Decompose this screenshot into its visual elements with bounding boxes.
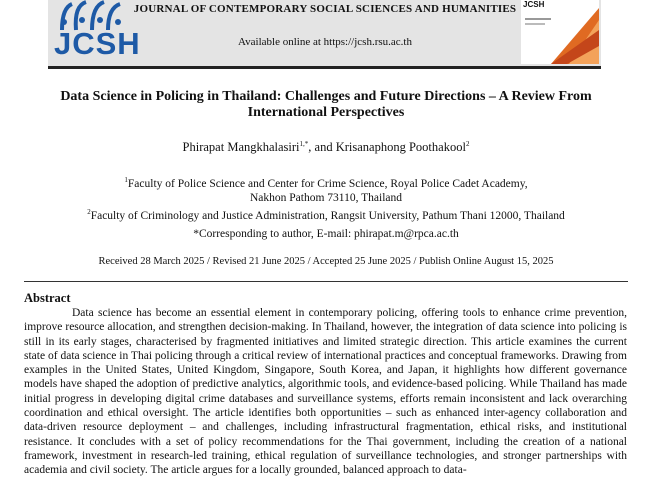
journal-banner [48,0,601,69]
author-joiner: , and [308,140,336,155]
author-list [24,140,628,155]
affiliation-2 [24,205,628,223]
affiliation-line: Faculty of Police Science and Center for Crime Science, Royal Police Cadet Academy, [127,177,528,190]
cover-title: JCSH [523,0,545,9]
author-superscript: 1,* [299,140,309,148]
affiliation-1 [24,173,628,191]
journal-name: JOURNAL OF CONTEMPORARY SOCIAL SCIENCES AND HUMANITIES [133,3,517,15]
affiliation-line: Faculty of Criminology and Justice Administration, Rangsit University, Pathum Thani 12000, Thailand [90,209,565,222]
journal-cover-thumbnail [521,0,599,64]
author-name: Krisanaphong Poothakool [335,140,466,155]
publication-dates: Received 28 March 2025 / Revised 21 June 2025 / Accepted 25 June 2025 / Publish Online August 15, 2025 [98,256,554,267]
cover-art-icon [521,0,599,64]
available-online: Available online at https://jcsh.rsu.ac.th [238,36,412,48]
logo-text: JCSH [54,26,141,61]
abstract-text: Data science has become an essential element in contemporary policing, offering tools to enhance crime prevention, improve resource allocation, and strengthen decision-making. In Thailand, however, the integration of data science into policing is still in its early stages, characterised by fragmented initiatives and limited strategic direction. This article examines the current state of data science in Thai policing through a critical review of international practices and conceptual frameworks. Drawing from examples in the United States, United Kingdom, Singapore, South Korea, and Japan, it highlights how different governance models have shaped the adoption of predictive analytics, algorithmic tools, and evidence-based policing. While Thailand has made initial progress in developing digital crime databases and surveillance systems, efforts remain inconsistent and lack overarching coordination and ethical oversight. The article identifies both opportunities – such as enhanced inter-agency collaboration and data-driven resource deployment – and challenges, including infrastructural fragmentation, ethical risks, and institutional resistance. It concludes with a set of policy recommendations for the Thai government, including the creation of a national framework, investment in research-led training, ethical regulation of surveillance technologies, and stronger partnerships with academia and civil society. The article argues for a locally grounded, balanced approach to data- [24,307,627,477]
affiliation-superscript: 1 [124,176,128,184]
journal-logo [52,0,141,64]
affiliation-1-line2: Nakhon Pathom 73110, Thailand [249,191,403,204]
author-superscript: 2 [465,140,470,148]
paper-title: Data Science in Policing in Thailand: Challenges and Future Directions – A Review From International Perspectives [60,89,592,120]
author-name: Phirapat Mangkhalasiri [182,140,300,155]
affiliation-superscript: 2 [87,207,91,216]
abstract-heading: Abstract [24,291,71,305]
corresponding-author: *Corresponding to author, E-mail: phirapat.m@rpca.ac.th [193,228,459,240]
section-divider [24,281,628,282]
affiliations [24,173,628,223]
